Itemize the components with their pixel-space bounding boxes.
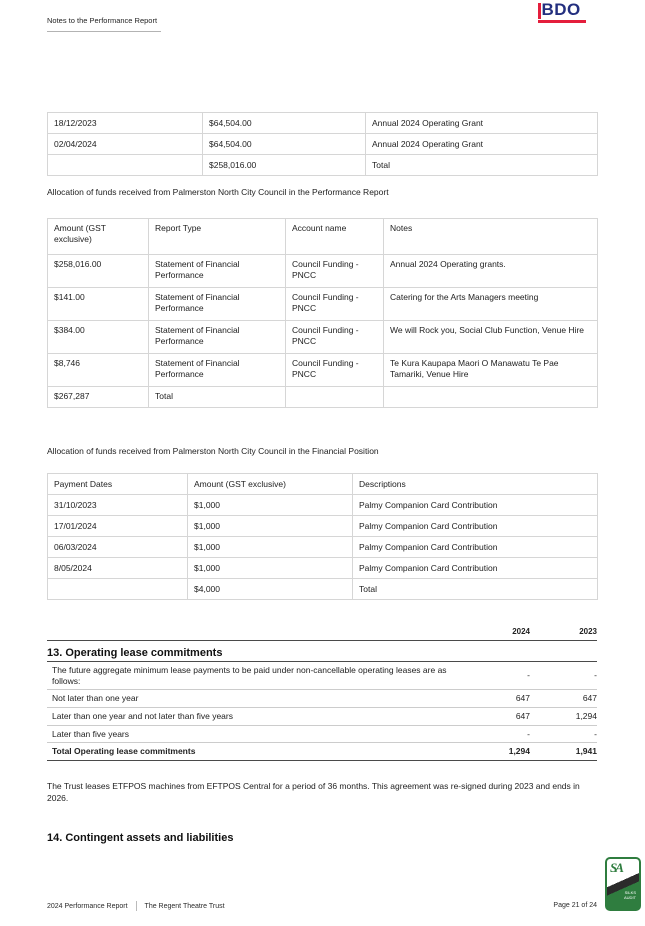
table-cell: Palmy Companion Card Contribution — [353, 537, 598, 558]
lease-row-label: Total Operating lease commitments — [52, 746, 196, 757]
payments-table — [47, 112, 598, 176]
table-cell: 02/04/2024 — [48, 134, 203, 155]
table-cell: Total — [149, 387, 286, 408]
seal-firm-name — [624, 890, 636, 900]
table-cell: $8,746 — [48, 354, 149, 387]
lease-row-label: Not later than one year — [52, 693, 139, 704]
lease-total-row — [47, 743, 597, 761]
footer-divider — [136, 901, 137, 911]
table-total-row — [48, 579, 598, 600]
lease-row-value-2024: - — [527, 670, 530, 681]
table-cell: Total — [366, 155, 598, 176]
lease-row-value-2024: 647 — [515, 710, 530, 721]
lease-row-value-2024: 647 — [515, 693, 530, 704]
table-cell: 17/01/2024 — [48, 516, 188, 537]
bdo-logo-red-underline-icon — [538, 20, 586, 23]
table-cell: $4,000 — [188, 579, 353, 600]
footer-entity-name: The Regent Theatre Trust — [144, 902, 225, 910]
year-column-2023: 2023 — [579, 627, 597, 636]
section-13-heading: 13. Operating lease commitments — [47, 641, 597, 662]
table-cell: Statement of Financial Performance — [149, 288, 286, 321]
silks-audit-seal-icon — [605, 857, 641, 911]
table-row — [48, 321, 598, 354]
bdo-logo — [538, 1, 586, 23]
page-number: Page 21 of 24 — [553, 902, 597, 909]
table-row — [48, 288, 598, 321]
table-cell: $64,504.00 — [203, 134, 366, 155]
table-cell — [286, 387, 384, 408]
table-cell: Palmy Companion Card Contribution — [353, 495, 598, 516]
lease-note-paragraph: The Trust leases ETFPOS machines from EFTPOS Central for a period of 36 months. This agreement was re-signed during 2023 and ends in 2026. — [47, 781, 580, 803]
table-cell: Annual 2024 Operating grants. — [384, 255, 598, 288]
table-cell: $1,000 — [188, 516, 353, 537]
table-cell: $1,000 — [188, 558, 353, 579]
table-row — [48, 516, 598, 537]
lease-row-value-2023: 1,941 — [575, 746, 597, 757]
footer-report-name: 2024 Performance Report — [47, 902, 128, 910]
table-cell: 8/05/2024 — [48, 558, 188, 579]
lease-row — [47, 690, 597, 708]
table-row — [48, 255, 598, 288]
table-total-row — [48, 387, 598, 408]
table-cell: Statement of Financial Performance — [149, 255, 286, 288]
table-cell: $1,000 — [188, 495, 353, 516]
table-cell: 06/03/2024 — [48, 537, 188, 558]
position-allocation-table — [47, 473, 598, 600]
performance-report-caption: Allocation of funds received from Palmerston North City Council in the Performance Report — [47, 187, 389, 197]
operating-lease-section — [47, 627, 597, 761]
table-row — [48, 155, 598, 176]
lease-row-label: Later than one year and not later than five years — [52, 710, 233, 721]
bdo-logo-text: BDO — [541, 0, 581, 19]
table-row — [48, 134, 598, 155]
table-cell: $141.00 — [48, 288, 149, 321]
section-14-heading: 14. Contingent assets and liabilities — [47, 832, 234, 844]
table-cell: Catering for the Arts Managers meeting — [384, 288, 598, 321]
table-cell: $64,504.00 — [203, 113, 366, 134]
lease-row-value-2024: 1,294 — [508, 746, 530, 757]
table-cell: Annual 2024 Operating Grant — [366, 113, 598, 134]
table-header-row — [48, 219, 598, 255]
table-row — [48, 354, 598, 387]
column-header: Payment Dates — [48, 474, 188, 495]
column-header: Notes — [384, 219, 598, 255]
table-cell: Council Funding - PNCC — [286, 255, 384, 288]
performance-allocation-table — [47, 218, 598, 408]
table-cell: Annual 2024 Operating Grant — [366, 134, 598, 155]
lease-row-label: Later than five years — [52, 728, 130, 739]
column-header: Account name — [286, 219, 384, 255]
year-column-2024: 2024 — [512, 627, 530, 636]
table-cell: We will Rock you, Social Club Function, Venue Hire — [384, 321, 598, 354]
column-header: Report Type — [149, 219, 286, 255]
footer — [47, 901, 225, 911]
lease-row-value-2023: 647 — [582, 693, 597, 704]
table-cell — [48, 579, 188, 600]
financial-position-caption: Allocation of funds received from Palmerston North City Council in the Financial Position — [47, 446, 379, 456]
table-row — [48, 495, 598, 516]
title-underline — [47, 31, 161, 32]
lease-row — [47, 726, 597, 744]
table-header-row — [48, 474, 598, 495]
lease-row-value-2023: 1,294 — [575, 710, 597, 721]
lease-row — [47, 708, 597, 726]
table-cell: Council Funding - PNCC — [286, 288, 384, 321]
seal-firm-line1: SILKS — [624, 890, 636, 895]
lease-row — [47, 662, 597, 690]
table-cell — [48, 155, 203, 176]
table-cell: Statement of Financial Performance — [149, 354, 286, 387]
seal-firm-line2: AUDIT — [624, 895, 636, 901]
table-cell: Te Kura Kaupapa Maori O Manawatu Te Pae Tamariki, Venue Hire — [384, 354, 598, 387]
table-cell: $1,000 — [188, 537, 353, 558]
lease-row-value-2023: - — [594, 728, 597, 739]
table-cell: Palmy Companion Card Contribution — [353, 516, 598, 537]
table-cell: Council Funding - PNCC — [286, 321, 384, 354]
table-row — [48, 558, 598, 579]
page-title: Notes to the Performance Report — [47, 16, 158, 25]
table-cell: Total — [353, 579, 598, 600]
table-cell: $267,287 — [48, 387, 149, 408]
table-cell: Statement of Financial Performance — [149, 321, 286, 354]
column-header: Amount (GST exclusive) — [48, 219, 149, 255]
table-cell: $258,016.00 — [48, 255, 149, 288]
lease-row-value-2024: - — [527, 728, 530, 739]
table-row — [48, 537, 598, 558]
lease-row-label: The future aggregate minimum lease payments to be paid under non-cancellable operating leases are as follows: — [52, 665, 447, 686]
table-row — [48, 113, 598, 134]
lease-row-value-2023: - — [594, 670, 597, 681]
seal-monogram: SA — [610, 860, 622, 875]
table-cell: 18/12/2023 — [48, 113, 203, 134]
table-cell: Palmy Companion Card Contribution — [353, 558, 598, 579]
column-header: Amount (GST exclusive) — [188, 474, 353, 495]
table-cell: $384.00 — [48, 321, 149, 354]
table-cell: 31/10/2023 — [48, 495, 188, 516]
table-cell: $258,016.00 — [203, 155, 366, 176]
table-cell: Council Funding - PNCC — [286, 354, 384, 387]
column-header: Descriptions — [353, 474, 598, 495]
table-cell — [384, 387, 598, 408]
year-columns-header — [47, 627, 597, 641]
